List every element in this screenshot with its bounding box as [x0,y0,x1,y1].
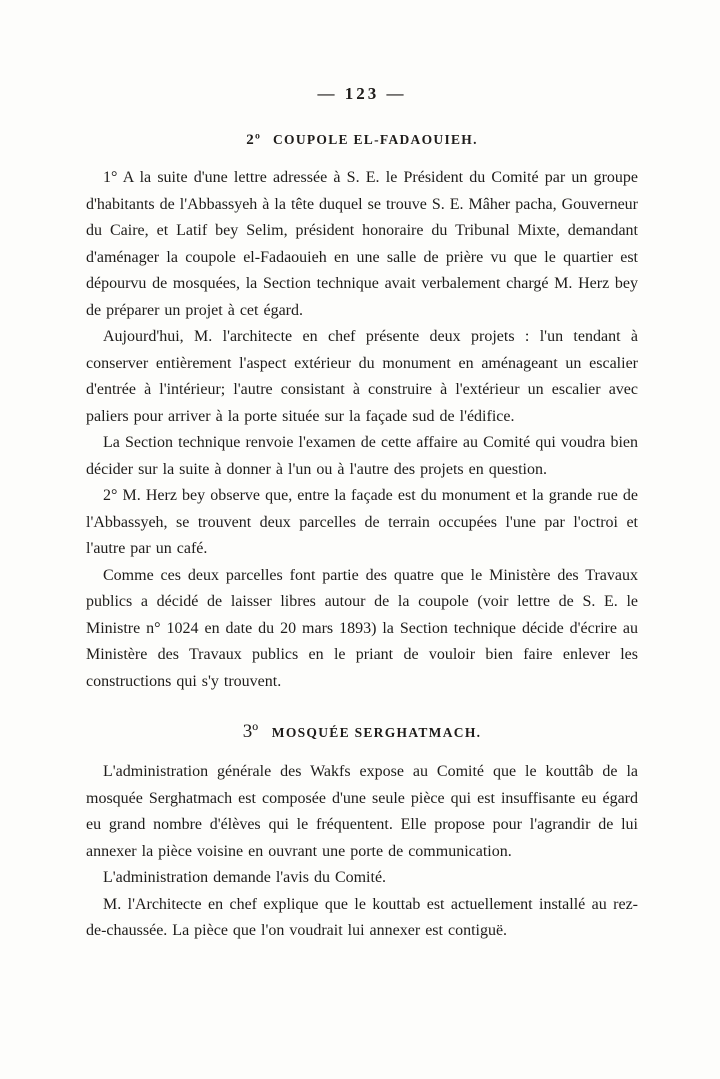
paragraph: L'administration demande l'avis du Comité. [103,869,387,886]
paragraph: Aujourd'hui, M. l'architecte en chef présente deux projets : l'un tendant à conserver entièrement l'aspect extérieur du monument en aménageant un escalier d'entrée à l'intérieur; l'autre consistant à construire à l'extérieur un escalier avec paliers pour arriver à la porte située sur la façade sud de l'édifice. [86,328,638,425]
paragraph: L'administration générale des Wakfs expose au Comité que le kouttâb de la mosquée Serghatmach est composée d'une seule pièce qui est insuffisante eu égard eu grand nombre d'élèves qui le fréquentent. Elle propose pour l'agrandir de lui annexer la pièce voisine en ouvrant une porte de communication. [86,763,638,860]
paragraph: M. l'Architecte en chef explique que le kouttab est actuellement installé au rez-de-chaussée. La pièce que l'on voudrait lui annexer est contiguë. [86,895,638,939]
page-number: — 123 — [317,84,407,103]
paragraph: Comme ces deux parcelles font partie des quatre que le Ministère des Travaux publics a décidé de laisser libres autour de la coupole (voir lettre de S. E. le Ministre n° 1024 en date du 20 mars 1893) la Section technique décide d'écrire au Ministère des Travaux publics en le priant de vouloir bien faire enlever les constructions qui s'y trouvent. [86,566,638,690]
section-mosquee-serghatmach [86,721,638,945]
section-coupole-el-fadaouieh [86,132,638,695]
paragraph: 2° M. Herz bey observe que, entre la façade est du monument et la grande rue de l'Abbassyeh, se trouvent deux parcelles de terrain occupées l'une par l'octroi et l'autre par un café. [86,487,638,557]
section-heading [86,132,638,149]
paragraph: 1° A la suite d'une lettre adressée à S. E. le Président du Comité par un groupe d'habitants de l'Abbassyeh à la tête duquel se trouve S. E. Mâher pacha, Gouverneur du Caire, et Latif bey Selim, président honoraire du Tribunal Mixte, demandant d'aménager la coupole el-Fadaouieh en une salle de prière vu que le quartier est dépourvu de mosquées, la Section technique avait verbalement chargé M. Herz bey de préparer un projet à cet égard. [86,169,638,319]
paragraph: La Section technique renvoie l'examen de cette affaire au Comité qui voudra bien décider sur la suite à donner à l'un ou à l'autre des projets en question. [86,434,638,478]
section-number: 3º [242,721,259,742]
section-title: COUPOLE EL-FADAOUIEH. [272,132,478,147]
section-heading [86,721,638,743]
section-title: MOSQUÉE SERGHATMACH. [271,725,482,740]
section-number: 2º [246,132,262,148]
